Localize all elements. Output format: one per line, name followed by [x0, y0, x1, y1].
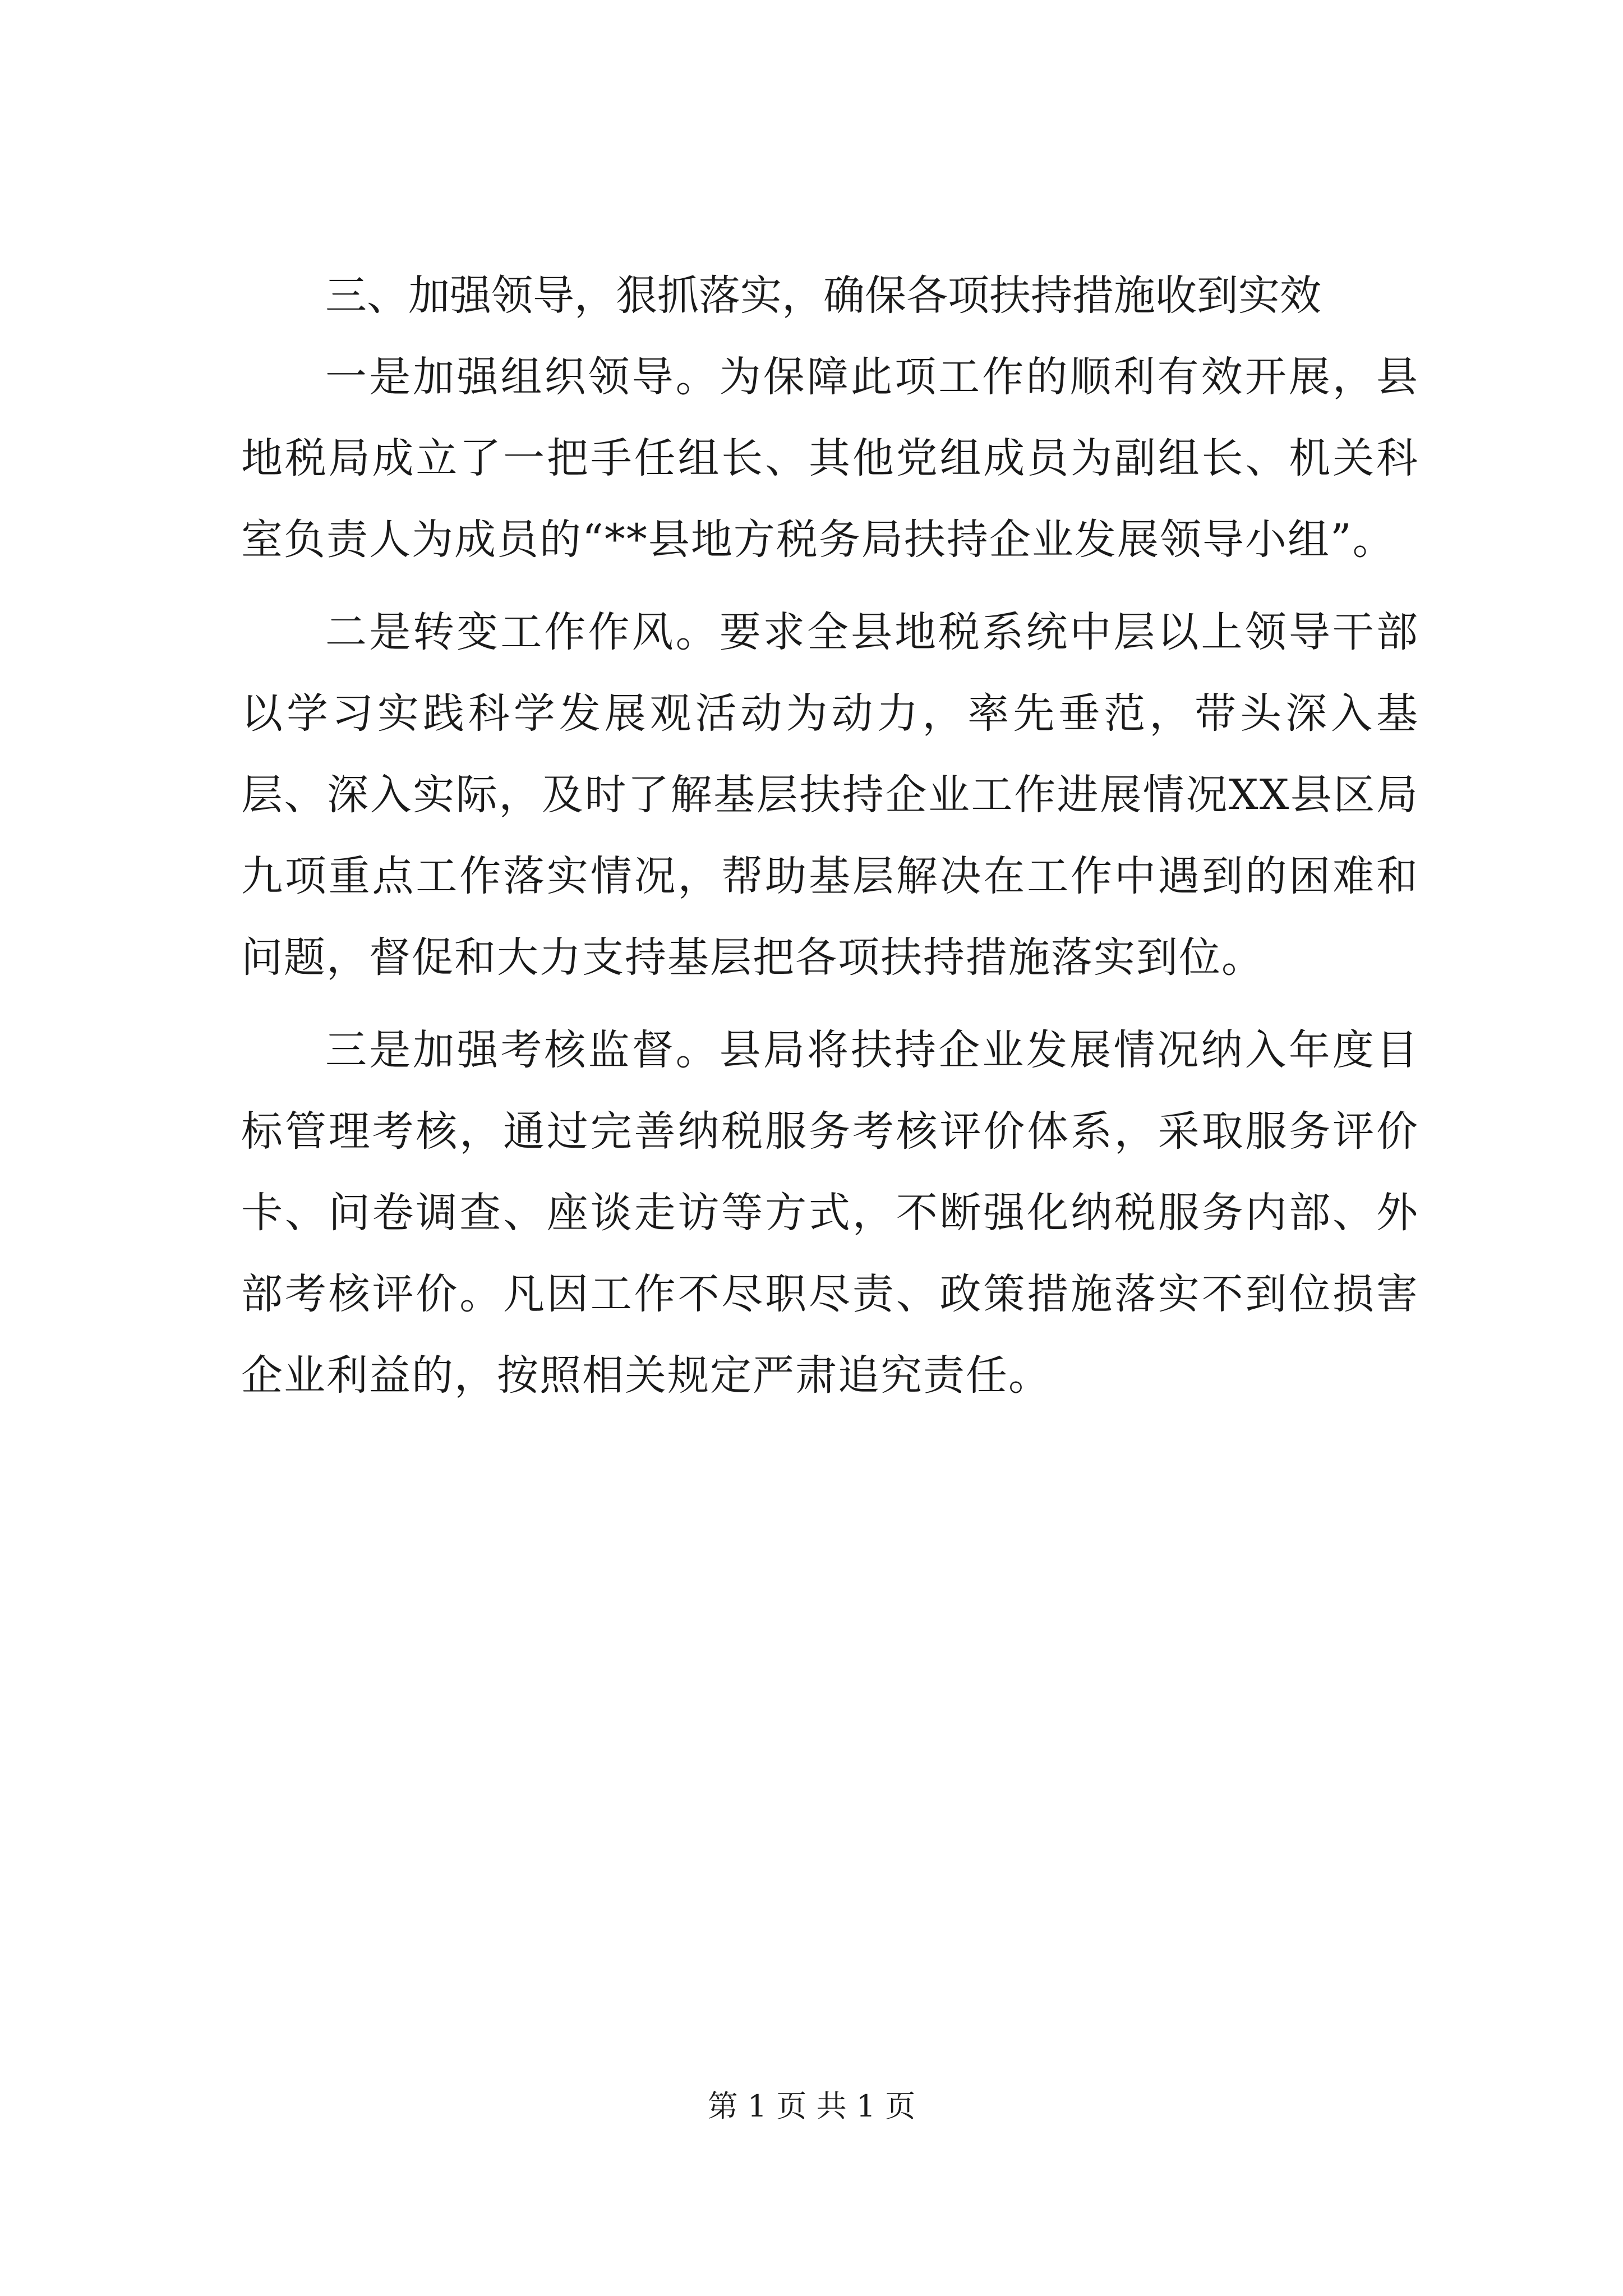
paragraph-organization: 一是加强组织领导。为保障此项工作的顺利有效开展，县地税局成立了一把手任组长、其他党组成员为副组长、机关科室负责人为成员的“**县地方税务局扶持企业发展领导小组”。	[241, 353, 1419, 564]
page-footer: 第 1 页 共 1 页	[707, 2088, 916, 2124]
paragraph-assessment: 三是加强考核监督。县局将扶持企业发展情况纳入年度目标管理考核，通过完善纳税服务考核评价体系，采取服务评价卡、问卷调查、座谈走访等方式，不断强化纳税服务内部、外部考核评价。凡因工作不尽职尽责、政策措施落实不到位损害企业利益的，按照相关规定严肃追究责任。	[241, 1026, 1419, 1400]
section-heading: 三、加强领导，狠抓落实，确保各项扶持措施收到实效	[325, 272, 1321, 320]
document-body	[241, 255, 1419, 1416]
paragraph-work-style: 二是转变工作作风。要求全县地税系统中层以上领导干部以学习实践科学发展观活动为动力，率先垂范，带头深入基层、深入实际，及时了解基层扶持企业工作进展情况XX县区局九项重点工作落实情况，帮助基层解决在工作中遇到的困难和问题，督促和大力支持基层把各项扶持措施落实到位。	[241, 608, 1419, 982]
